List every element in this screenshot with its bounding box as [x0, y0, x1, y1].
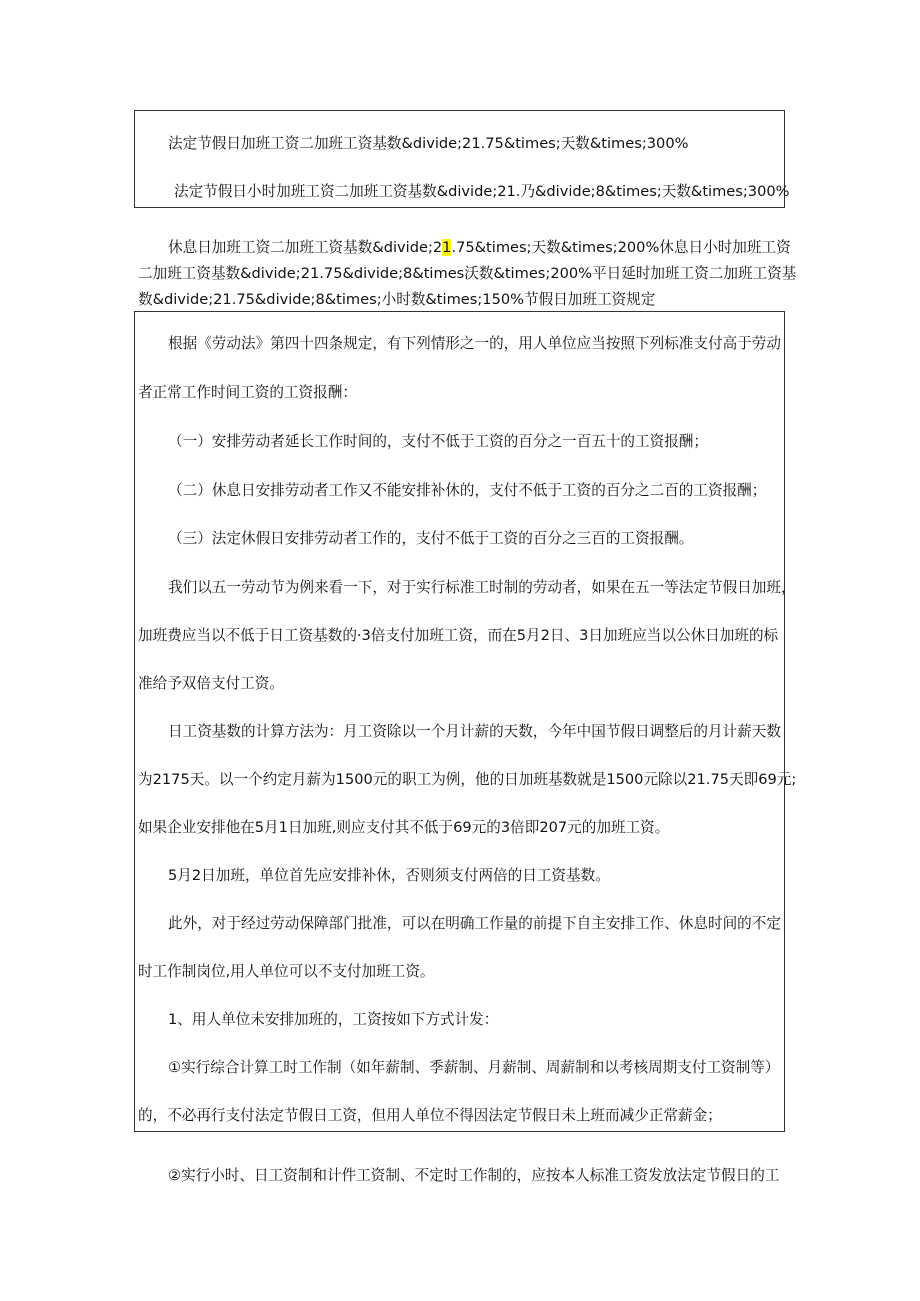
para-8-line-2: 时工作制岗位,用人单位可以不支付加班工资。: [138, 963, 435, 980]
middle-text-b: .75&times;天数&times;200%休息日小时加班工资: [451, 239, 791, 256]
middle-paragraph-line-1: [168, 238, 791, 258]
para-5-line-3: 准给予双倍支付工资。: [138, 675, 284, 692]
middle-paragraph-line-3: 数&divide;21.75&divide;8&times;小时数&times;150%节假日加班工资规定: [138, 291, 656, 308]
para-8-line-1: 此外，对于经过劳动保障部门批准，可以在明确工作量的前提下自主安排工作、休息时间的不定: [168, 915, 781, 932]
para-2: （一）安排劳动者延长工作时间的，支付不低于工资的百分之一百五十的工资报酬；: [168, 433, 708, 450]
middle-paragraph-line-2: 二加班工资基数&divide;21.75&divide;8&times沃数&times;200%平日延时加班工资二加班工资基: [138, 265, 797, 282]
para-3: （二）休息日安排劳动者工作又不能安排补休的，支付不低于工资的百分之二百的工资报酬；: [168, 482, 767, 499]
para-10-line-2: 的，不必再行支付法定节假日工资，但用人单位不得因法定节假日未上班而减少正常薪金；: [138, 1107, 722, 1124]
para-5-line-2: 加班费应当以不低于日工资基数的·3倍支付加班工资，而在5月2日、3日加班应当以公休日加班的标: [138, 627, 779, 644]
formula-line-2: 法定节假日小时加班工资二加班工资基数&divide;21.乃&divide;8&times;天数&times;300%: [174, 183, 790, 200]
para-5-line-1: 我们以五一劳动节为例来看一下，对于实行标准工时制的劳动者，如果在五一等法定节假日加班，: [168, 579, 796, 596]
para-6-line-2: 为2175天。以一个约定月薪为1500元的职工为例，他的日加班基数就是1500元除以21.75天即69元;: [138, 771, 797, 788]
para-9: 1、用人单位未安排加班的，工资按如下方式计发：: [168, 1011, 499, 1028]
para-6-line-3: 如果企业安排他在5月1日加班,则应支付其不低于69元的3倍即207元的加班工资。: [138, 819, 670, 836]
para-1-line-2: 者正常工作时间工资的工资报酬：: [138, 384, 357, 401]
formula-line-1: 法定节假日加班工资二加班工资基数&divide;21.75&times;天数&times;300%: [168, 135, 689, 152]
para-7: 5月2日加班，单位首先应安排补休，否则须支付两倍的日工资基数。: [168, 867, 610, 884]
para-10-line-1: ①实行综合计算工时工作制（如年薪制、季薪制、月薪制、周薪制和以考核周期支付工资制等）: [168, 1059, 780, 1076]
para-11-line-1: ②实行小时、日工资制和计件工资制、不定时工作制的，应按本人标准工资发放法定节假日的工: [168, 1167, 780, 1184]
para-6-line-1: 日工资基数的计算方法为：月工资除以一个月计薪的天数，今年中国节假日调整后的月计薪天数: [168, 723, 781, 740]
highlighted-digit: 1: [442, 239, 452, 256]
para-4: （三）法定休假日安排劳动者工作的，支付不低于工资的百分之三百的工资报酬。: [168, 530, 694, 547]
middle-text-a: 休息日加班工资二加班工资基数&divide;2: [168, 239, 443, 256]
para-1-line-1: 根据《劳动法》第四十四条规定，有下列情形之一的，用人单位应当按照下列标准支付高于劳动: [168, 335, 781, 352]
